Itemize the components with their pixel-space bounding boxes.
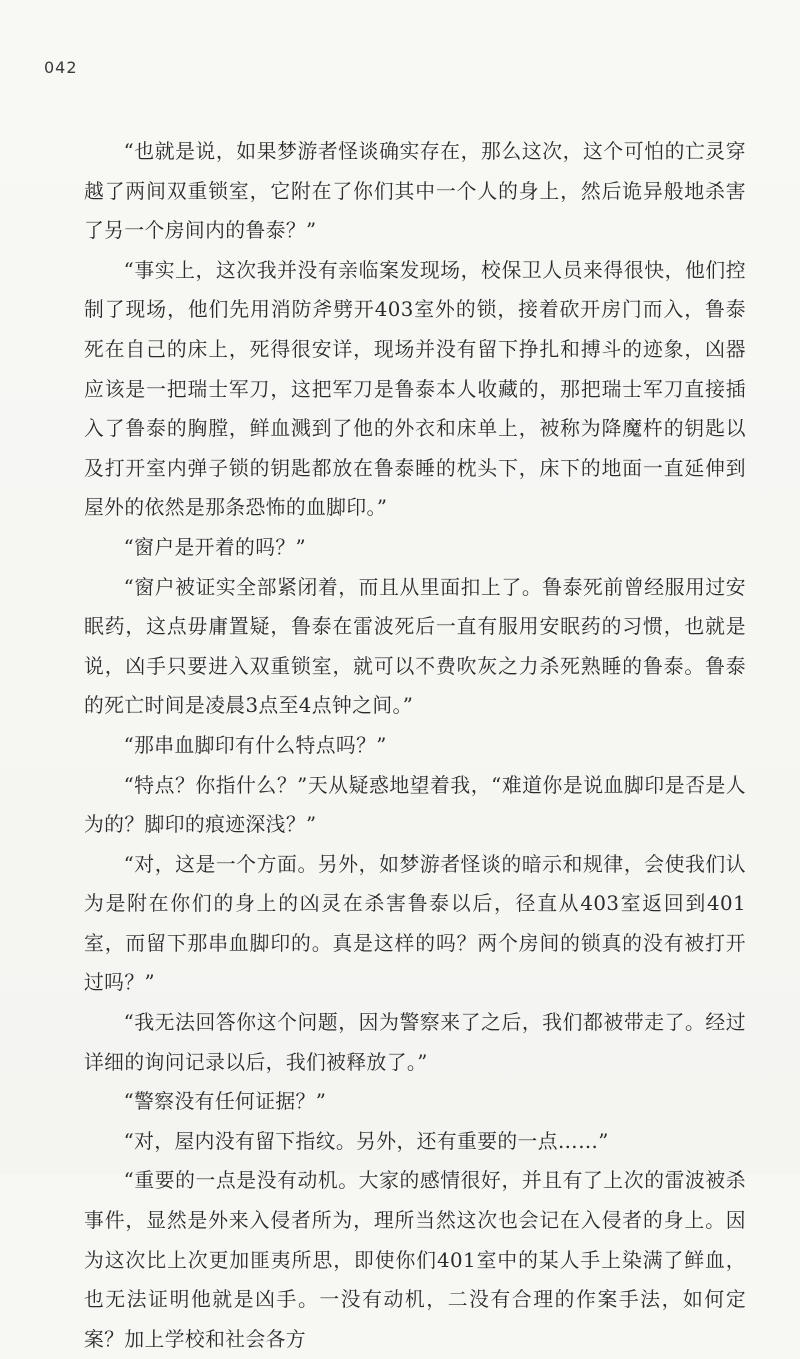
paragraph-5: “那串血脚印有什么特点吗？” (123, 733, 387, 757)
body-text (84, 132, 746, 1359)
paragraph-2: “事实上，这次我并没有亲临案发现场，校保卫人员来得很快，他们控制了现场，他们先用消防斧劈开403室外的锁，接着砍开房门而入，鲁泰死在自己的床上，死得很安详，现场并没有留下挣扎和搏斗的迹象，凶器应该是一把瑞士军刀，这把军刀是鲁泰本人收藏的，那把瑞士军刀直接插入了鲁泰的胸膛，鲜血溅到了他的外衣和床单上，被称为降魔杵的钥匙以及打开室内弹子锁的钥匙都放在鲁泰睡的枕头下，床下的地面一直延伸到屋外的依然是那条恐怖的血脚印。” (84, 258, 746, 520)
paragraph-1: “也就是说，如果梦游者怪谈确实存在，那么这次，这个可怕的亡灵穿越了两间双重锁室，它附在了你们其中一个人的身上，然后诡异般地杀害了另一个房间内的鲁泰？” (84, 140, 746, 243)
paragraph-7: “对，这是一个方面。另外，如梦游者怪谈的暗示和规律，会使我们认为是附在你们的身上的凶灵在杀害鲁泰以后，径直从403室返回到401室，而留下那串血脚印的。真是这样的吗？两个房间的锁真的没有被打开过吗？” (84, 852, 746, 995)
paragraph-3: “窗户是开着的吗？” (123, 535, 307, 559)
paragraph-6: “特点？你指什么？”天从疑惑地望着我，“难道你是说血脚印是否是人为的？脚印的痕迹深浅？” (84, 773, 746, 837)
paragraph-9: “警察没有任何证据？” (123, 1090, 327, 1114)
paragraph-11: “重要的一点是没有动机。大家的感情很好，并且有了上次的雷波被杀事件，显然是外来入侵者所为，理所当然这次也会记在入侵者的身上。因为这次比上次更加匪夷所思，即使你们401室中的某人手上染满了鲜血，也无法证明他就是凶手。一没有动机，二没有合理的作案手法，如何定案？加上学校和社会各方 (84, 1169, 746, 1351)
paragraph-10: “对，屋内没有留下指纹。另外，还有重要的一点……” (123, 1129, 609, 1153)
paragraph-8: “我无法回答你这个问题，因为警察来了之后，我们都被带走了。经过详细的询问记录以后，我们被释放了。” (84, 1011, 746, 1074)
paragraph-4: “窗户被证实全部紧闭着，而且从里面扣上了。鲁泰死前曾经服用过安眠药，这点毋庸置疑，鲁泰在雷波死后一直有服用安眠药的习惯，也就是说，凶手只要进入双重锁室，就可以不费吹灰之力杀死熟睡的鲁泰。鲁泰的死亡时间是凌晨3点至4点钟之间。” (84, 575, 746, 718)
page-number: 042 (44, 58, 78, 77)
